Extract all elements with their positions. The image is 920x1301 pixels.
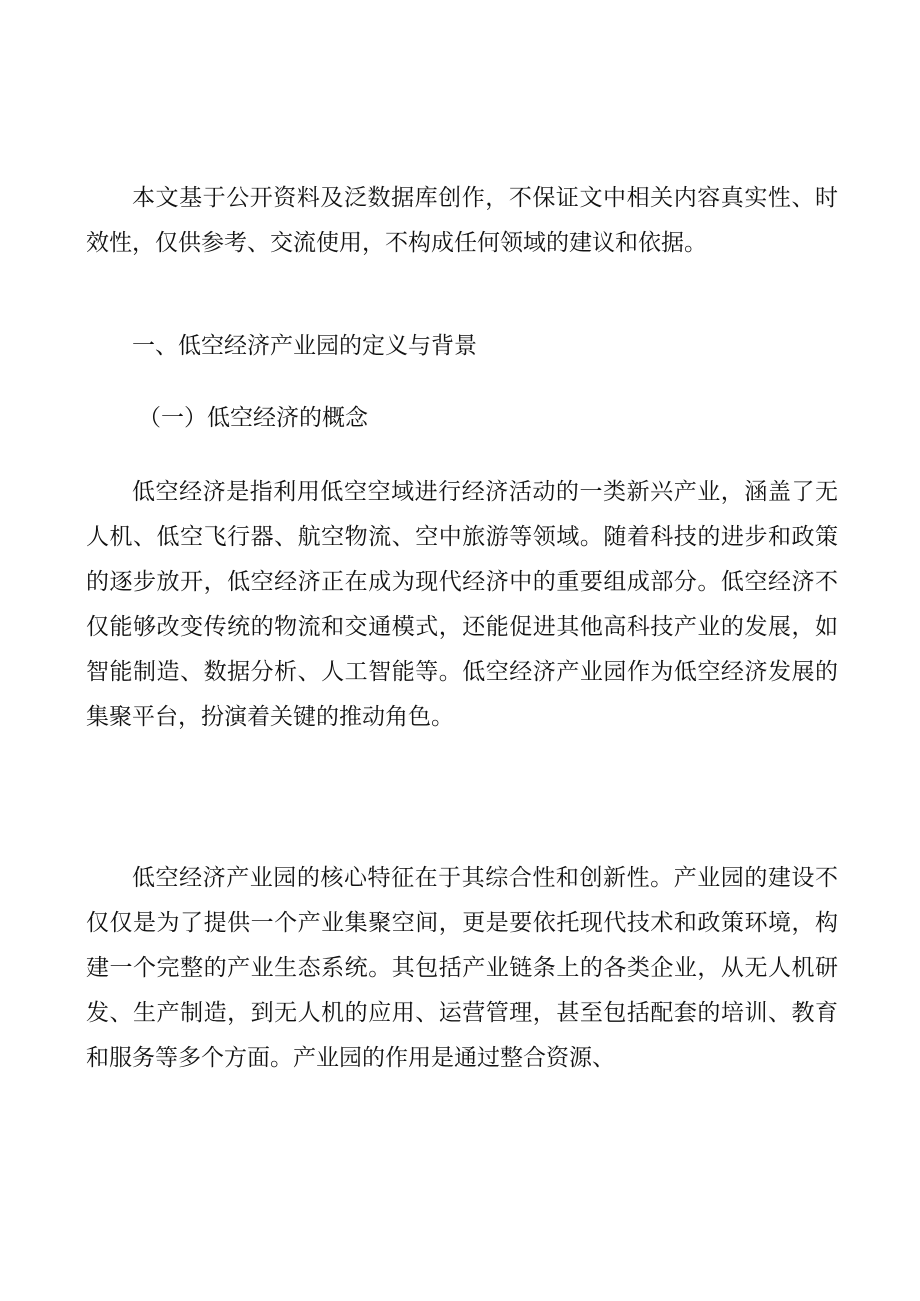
body-paragraph-1: 低空经济是指利用低空空域进行经济活动的一类新兴产业，涵盖了无人机、低空飞行器、航空物流、空中旅游等领域。随着科技的进步和政策的逐步放开，低空经济正在成为现代经济中的重要组成部分。低空经济不仅能够改变传统的物流和交通模式，还能促进其他高科技产业的发展，如智能制造、数据分析、人工智能等。低空经济产业园作为低空经济发展的集聚平台，扮演着关键的推动角色。 [86, 479, 838, 730]
section-heading: 一、低空经济产业园的定义与背景 [132, 333, 477, 359]
subsection-heading: （一）低空经济的概念 [138, 405, 368, 431]
body-paragraph-2: 低空经济产业园的核心特征在于其综合性和创新性。产业园的建设不仅仅是为了提供一个产业集聚空间，更是要依托现代技术和政策环境，构建一个完整的产业生态系统。其包括产业链条上的各类企业，从无人机研发、生产制造，到无人机的应用、运营管理，甚至包括配套的培训、教育和服务等多个方面。产业园的作用是通过整合资源、 [86, 865, 838, 1071]
disclaimer-paragraph: 本文基于公开资料及泛数据库创作，不保证文中相关内容真实性、时效性，仅供参考、交流使用，不构成任何领域的建议和依据。 [86, 185, 838, 256]
